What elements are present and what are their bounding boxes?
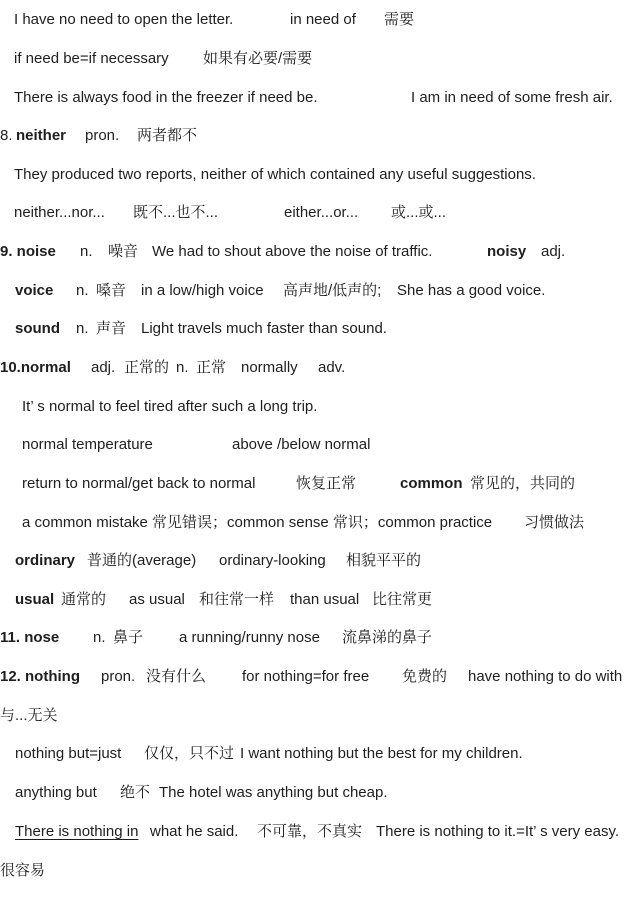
headword-text: noisy [487,243,527,260]
line-text: if need be=if necessary [14,50,169,67]
document-line [0,281,640,301]
line-text: n. [93,629,106,646]
document-line [0,513,640,533]
headword-text: voice [15,282,54,299]
line-text: We had to shout above the noise of traffic. [152,243,433,260]
line-text: 既不...也不... [133,204,219,221]
line-text: adv. [318,359,346,376]
line-text: Light travels much faster than sound. [141,320,387,337]
line-text: a running/runny nose [179,629,320,646]
line-text: 普通的(average) [87,552,197,569]
line-text: return to normal/get back to normal [22,475,256,492]
line-text: 8. [0,127,13,144]
headword-text: 11. nose [0,629,60,646]
line-text: 噪音 [108,243,139,260]
line-text: There is always food in the freezer if need be. [14,89,318,106]
line-text: above /below normal [232,436,371,453]
line-text: There is nothing to it.=It’ s very easy. [376,823,620,840]
line-text: 仅仅，只不过 [144,745,235,762]
document-line [0,165,640,185]
document-line [0,10,640,30]
line-text: 不可靠，不真实 [257,823,363,840]
document-line [0,628,640,648]
line-text: normally [241,359,298,376]
line-text: 鼻子 [113,629,144,646]
line-text: 和往常一样 [199,591,275,608]
line-text: 如果有必要/需要 [203,50,313,67]
line-text: 需要 [384,11,415,28]
line-text: pron. [85,127,120,144]
line-text: I have no need to open the letter. [14,11,234,28]
document-line [0,744,640,764]
headword-text: common [400,475,463,492]
line-text: ordinary-looking [219,552,326,569]
line-text: The hotel was anything but cheap. [159,784,388,801]
line-text: anything but [15,784,97,801]
line-text: what he said. [150,823,239,840]
line-text: 常见的，共同的 [470,475,576,492]
line-text: adj. [91,359,116,376]
line-text: neither...nor... [14,204,105,221]
line-text: 嗓音 [96,282,127,299]
line-text: 比往常更 [372,591,433,608]
document-line [0,474,640,494]
line-text: in a low/high voice [141,282,264,299]
line-text: 正常的 [124,359,170,376]
document-line [0,590,640,610]
document-line [0,358,640,378]
line-text: 高声地/低声的; [283,282,382,299]
document-line [0,435,640,455]
headword-text: 9. noise [0,243,56,260]
line-text: They produced two reports, neither of which contained any useful suggestions. [14,166,536,183]
line-text: 声音 [96,320,127,337]
line-text: It’ s normal to feel tired after such a long trip. [22,398,318,415]
document-line [0,667,640,687]
line-text: There is nothing in [15,823,139,840]
line-text: for nothing=for free [242,668,370,685]
line-text: than usual [290,591,360,608]
line-text: 两者都不 [137,127,198,144]
line-text: She has a good voice. [397,282,546,299]
line-text: 流鼻涕的鼻子 [342,629,433,646]
document-line [0,551,640,571]
document-line [0,397,640,417]
document-line [0,203,640,223]
line-text: n. [76,282,89,299]
document-line [0,783,640,803]
line-text: have nothing to do with [468,668,623,685]
line-text: as usual [129,591,185,608]
line-text: I want nothing but the best for my children. [240,745,523,762]
headword-text: neither [16,127,67,144]
line-text: in need of [290,11,356,28]
line-text: 正常 [196,359,227,376]
line-text: n. [80,243,93,260]
document-line [0,706,640,726]
headword-text: usual [15,591,55,608]
line-text: 与...无关 [0,707,58,724]
line-text: nothing but=just [15,745,122,762]
headword-text: 12. nothing [0,668,80,685]
line-text: 通常的 [61,591,107,608]
document-line [0,88,640,108]
line-text: 很容易 [0,862,46,879]
document-line [0,319,640,339]
line-text: either...or... [284,204,359,221]
document-line [0,126,640,146]
line-text: normal temperature [22,436,153,453]
line-text: 相貌平平的 [346,552,422,569]
line-text: 恢复正常 [296,475,357,492]
headword-text: ordinary [15,552,76,569]
line-text: n. [176,359,189,376]
headword-text: sound [15,320,60,337]
line-text: pron. [101,668,136,685]
document-line [0,861,640,881]
line-text: 绝不 [120,784,151,801]
line-text: 免费的 [402,668,448,685]
line-text: 习惯做法 [524,514,585,531]
document-line [0,822,640,842]
line-text: 没有什么 [146,668,207,685]
document-line [0,242,640,262]
line-text: I am in need of some fresh air. [411,89,613,106]
line-text: adj. [541,243,566,260]
headword-text: 10.normal [0,359,71,376]
line-text: n. [76,320,89,337]
line-text: a common mistake 常见错误；common sense 常识；common practice [22,514,493,531]
line-text: 或...或... [391,204,447,221]
document-line [0,49,640,69]
